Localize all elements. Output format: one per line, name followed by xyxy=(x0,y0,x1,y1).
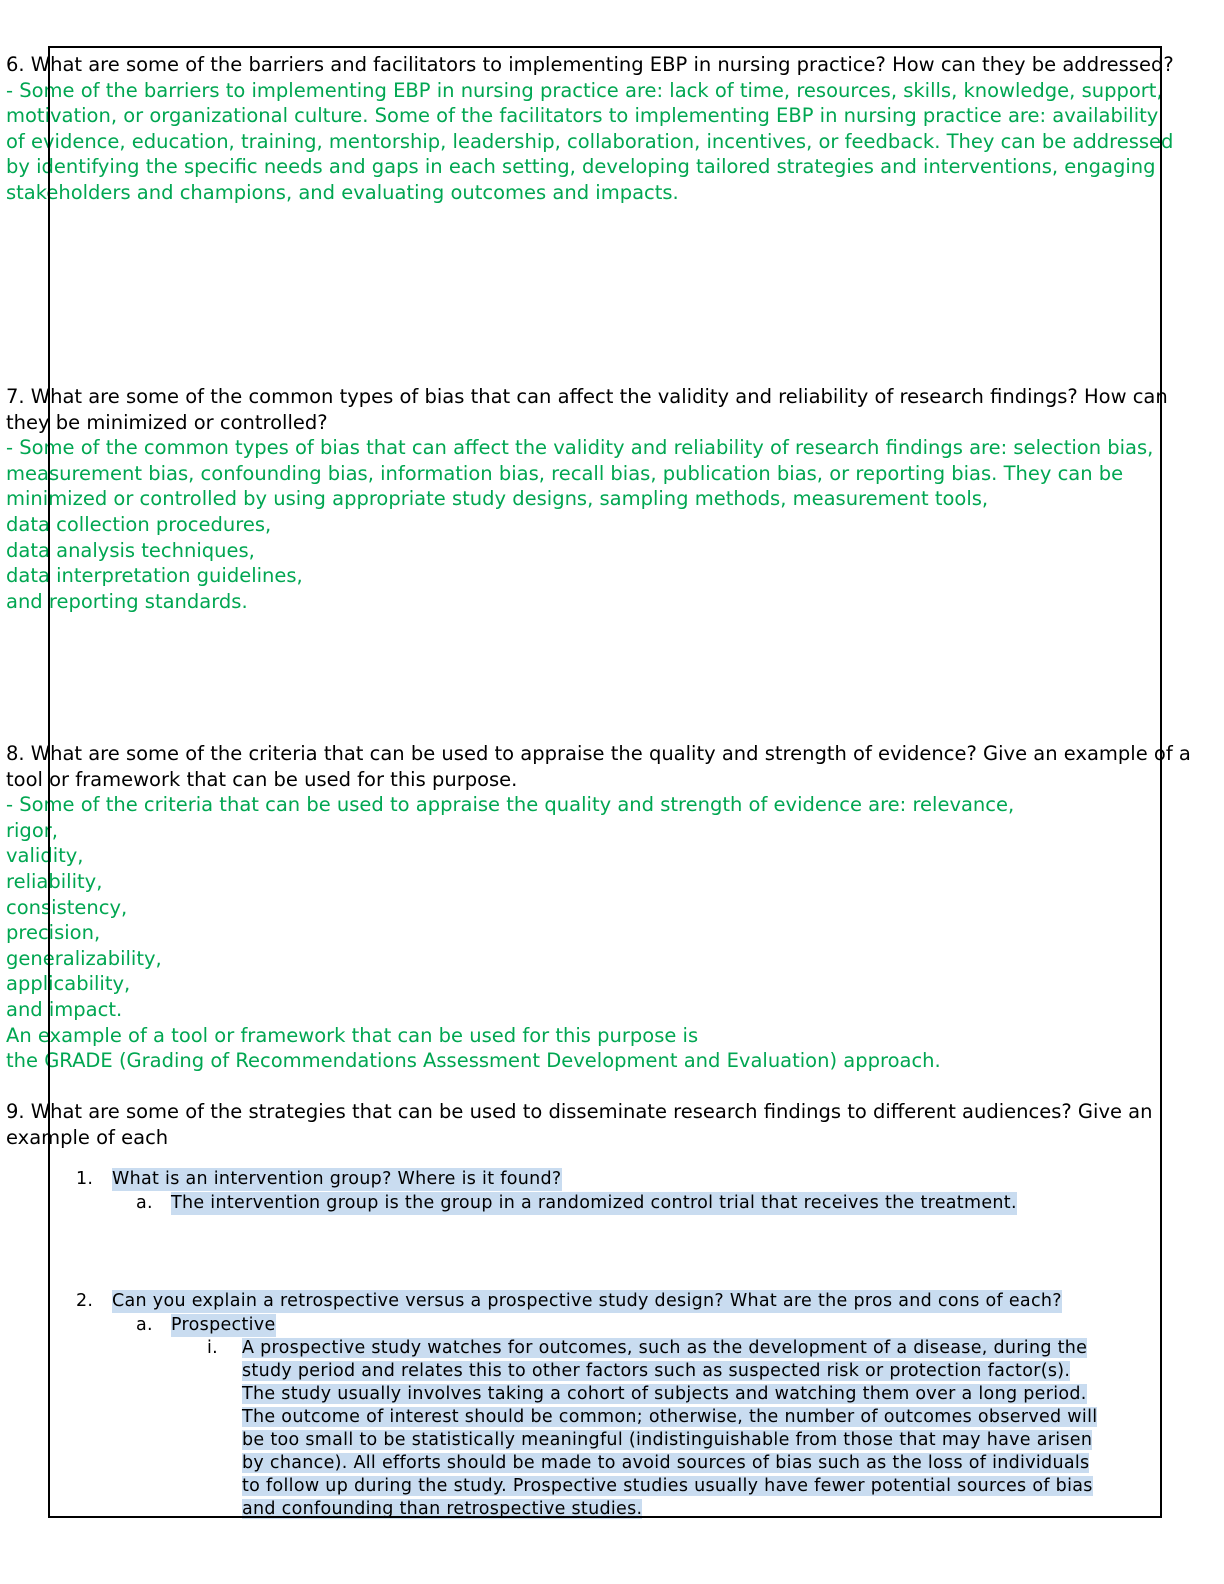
answer-8-line: and impact. xyxy=(6,997,123,1021)
question-8-text: tool or framework that can be used for this purpose. xyxy=(6,767,518,791)
answer-6-line: motivation, or organizational culture. Some of the facilitators to implementing EBP in nursing practice are: availability xyxy=(6,104,1159,128)
paragraph-line: study period and relates this to other factors such as suspected risk or protection factor(s). xyxy=(242,1361,1071,1381)
answer-6-line: by identifying the specific needs and gaps in each setting, developing tailored strategies and interventions, engaging xyxy=(6,155,1156,179)
answer-6-line: of evidence, education, training, mentorship, leadership, collaboration, incentives, or feedback. They can be addressed xyxy=(6,129,1174,153)
answer-8-line: applicability, xyxy=(6,972,131,996)
answer-7-line: data collection procedures, xyxy=(6,512,272,536)
answer-8-line: rigor, xyxy=(6,818,58,842)
answer-7-line: measurement bias, confounding bias, information bias, recall bias, publication bias, or reporting bias. They can be xyxy=(6,461,1124,485)
question-7-text: they be minimized or controlled? xyxy=(6,410,328,434)
paragraph-line: be too small to be statistically meaningful (indistinguishable from those that may have arisen xyxy=(242,1430,1093,1450)
list-subsub-marker: i. xyxy=(207,1338,219,1358)
question-6-block xyxy=(6,52,1216,206)
question-6-text: 6. What are some of the barriers and facilitators to implementing EBP in nursing practice? How can they be addressed? xyxy=(6,53,1174,76)
answer-7-line: data interpretation guidelines, xyxy=(6,564,303,588)
answer-8-line: the GRADE (Grading of Recommendations Assessment Development and Evaluation) approach. xyxy=(6,1049,941,1073)
question-8-block xyxy=(6,741,1216,1074)
answer-8-line: precision, xyxy=(6,921,101,945)
list-sub-marker: a. xyxy=(136,1315,153,1335)
list-item-2-text: Can you explain a retrospective versus a prospective study design? What are the pros and cons of each? xyxy=(112,1291,1062,1311)
paragraph-line: to follow up during the study. Prospective studies usually have fewer potential sources of bias xyxy=(242,1476,1093,1496)
answer-8-line: consistency, xyxy=(6,895,128,919)
prospective-paragraph xyxy=(242,1337,1177,1521)
question-7-block xyxy=(6,384,1216,614)
answer-8-line: An example of a tool or framework that can be used for this purpose is xyxy=(6,1023,699,1047)
answer-7-line: data analysis techniques, xyxy=(6,538,255,562)
question-8-text: 8. What are some of the criteria that can be used to appraise the quality and strength of evidence? Give an example of a xyxy=(6,742,1191,765)
answer-8-line: validity, xyxy=(6,844,84,868)
answer-6-line: - Some of the barriers to implementing EBP in nursing practice are: lack of time, resources, skills, knowledge, support, xyxy=(6,78,1163,102)
list-item-1-text: What is an intervention group? Where is it found? xyxy=(112,1169,562,1189)
paragraph-line: and confounding than retrospective studies. xyxy=(242,1499,643,1519)
list-item-1a-text: The intervention group is the group in a randomized control trial that receives the treatment. xyxy=(171,1193,1017,1213)
paragraph-line: A prospective study watches for outcomes, such as the development of a disease, during the xyxy=(242,1338,1088,1358)
question-9-text: 9. What are some of the strategies that can be used to disseminate research findings to different audiences? Give an xyxy=(6,1100,1153,1123)
list-item-2a-text: Prospective xyxy=(171,1315,276,1335)
answer-8-line: - Some of the criteria that can be used to appraise the quality and strength of evidence are: relevance, xyxy=(6,793,1015,817)
answer-7-line: minimized or controlled by using appropriate study designs, sampling methods, measurement tools, xyxy=(6,487,989,511)
paragraph-line: by chance). All efforts should be made to avoid sources of bias such as the loss of individuals xyxy=(242,1453,1090,1473)
answer-8-line: reliability, xyxy=(6,869,103,893)
paragraph-line: The study usually involves taking a cohort of subjects and watching them over a long period. xyxy=(242,1384,1087,1404)
question-9-block xyxy=(6,1099,1216,1150)
answer-6-line: stakeholders and champions, and evaluating outcomes and impacts. xyxy=(6,180,679,204)
answer-8-line: generalizability, xyxy=(6,946,162,970)
question-7-text: 7. What are some of the common types of bias that can affect the validity and reliability of research findings? How can xyxy=(6,385,1168,408)
question-9-text: example of each xyxy=(6,1125,169,1149)
answer-7-line: - Some of the common types of bias that can affect the validity and reliability of research findings are: selection bias, xyxy=(6,436,1154,460)
list-marker: 2. xyxy=(76,1291,94,1311)
list-marker: 1. xyxy=(76,1169,94,1189)
list-sub-marker: a. xyxy=(136,1193,153,1213)
answer-7-line: and reporting standards. xyxy=(6,589,248,613)
paragraph-line: The outcome of interest should be common; otherwise, the number of outcomes observed will xyxy=(242,1407,1098,1427)
